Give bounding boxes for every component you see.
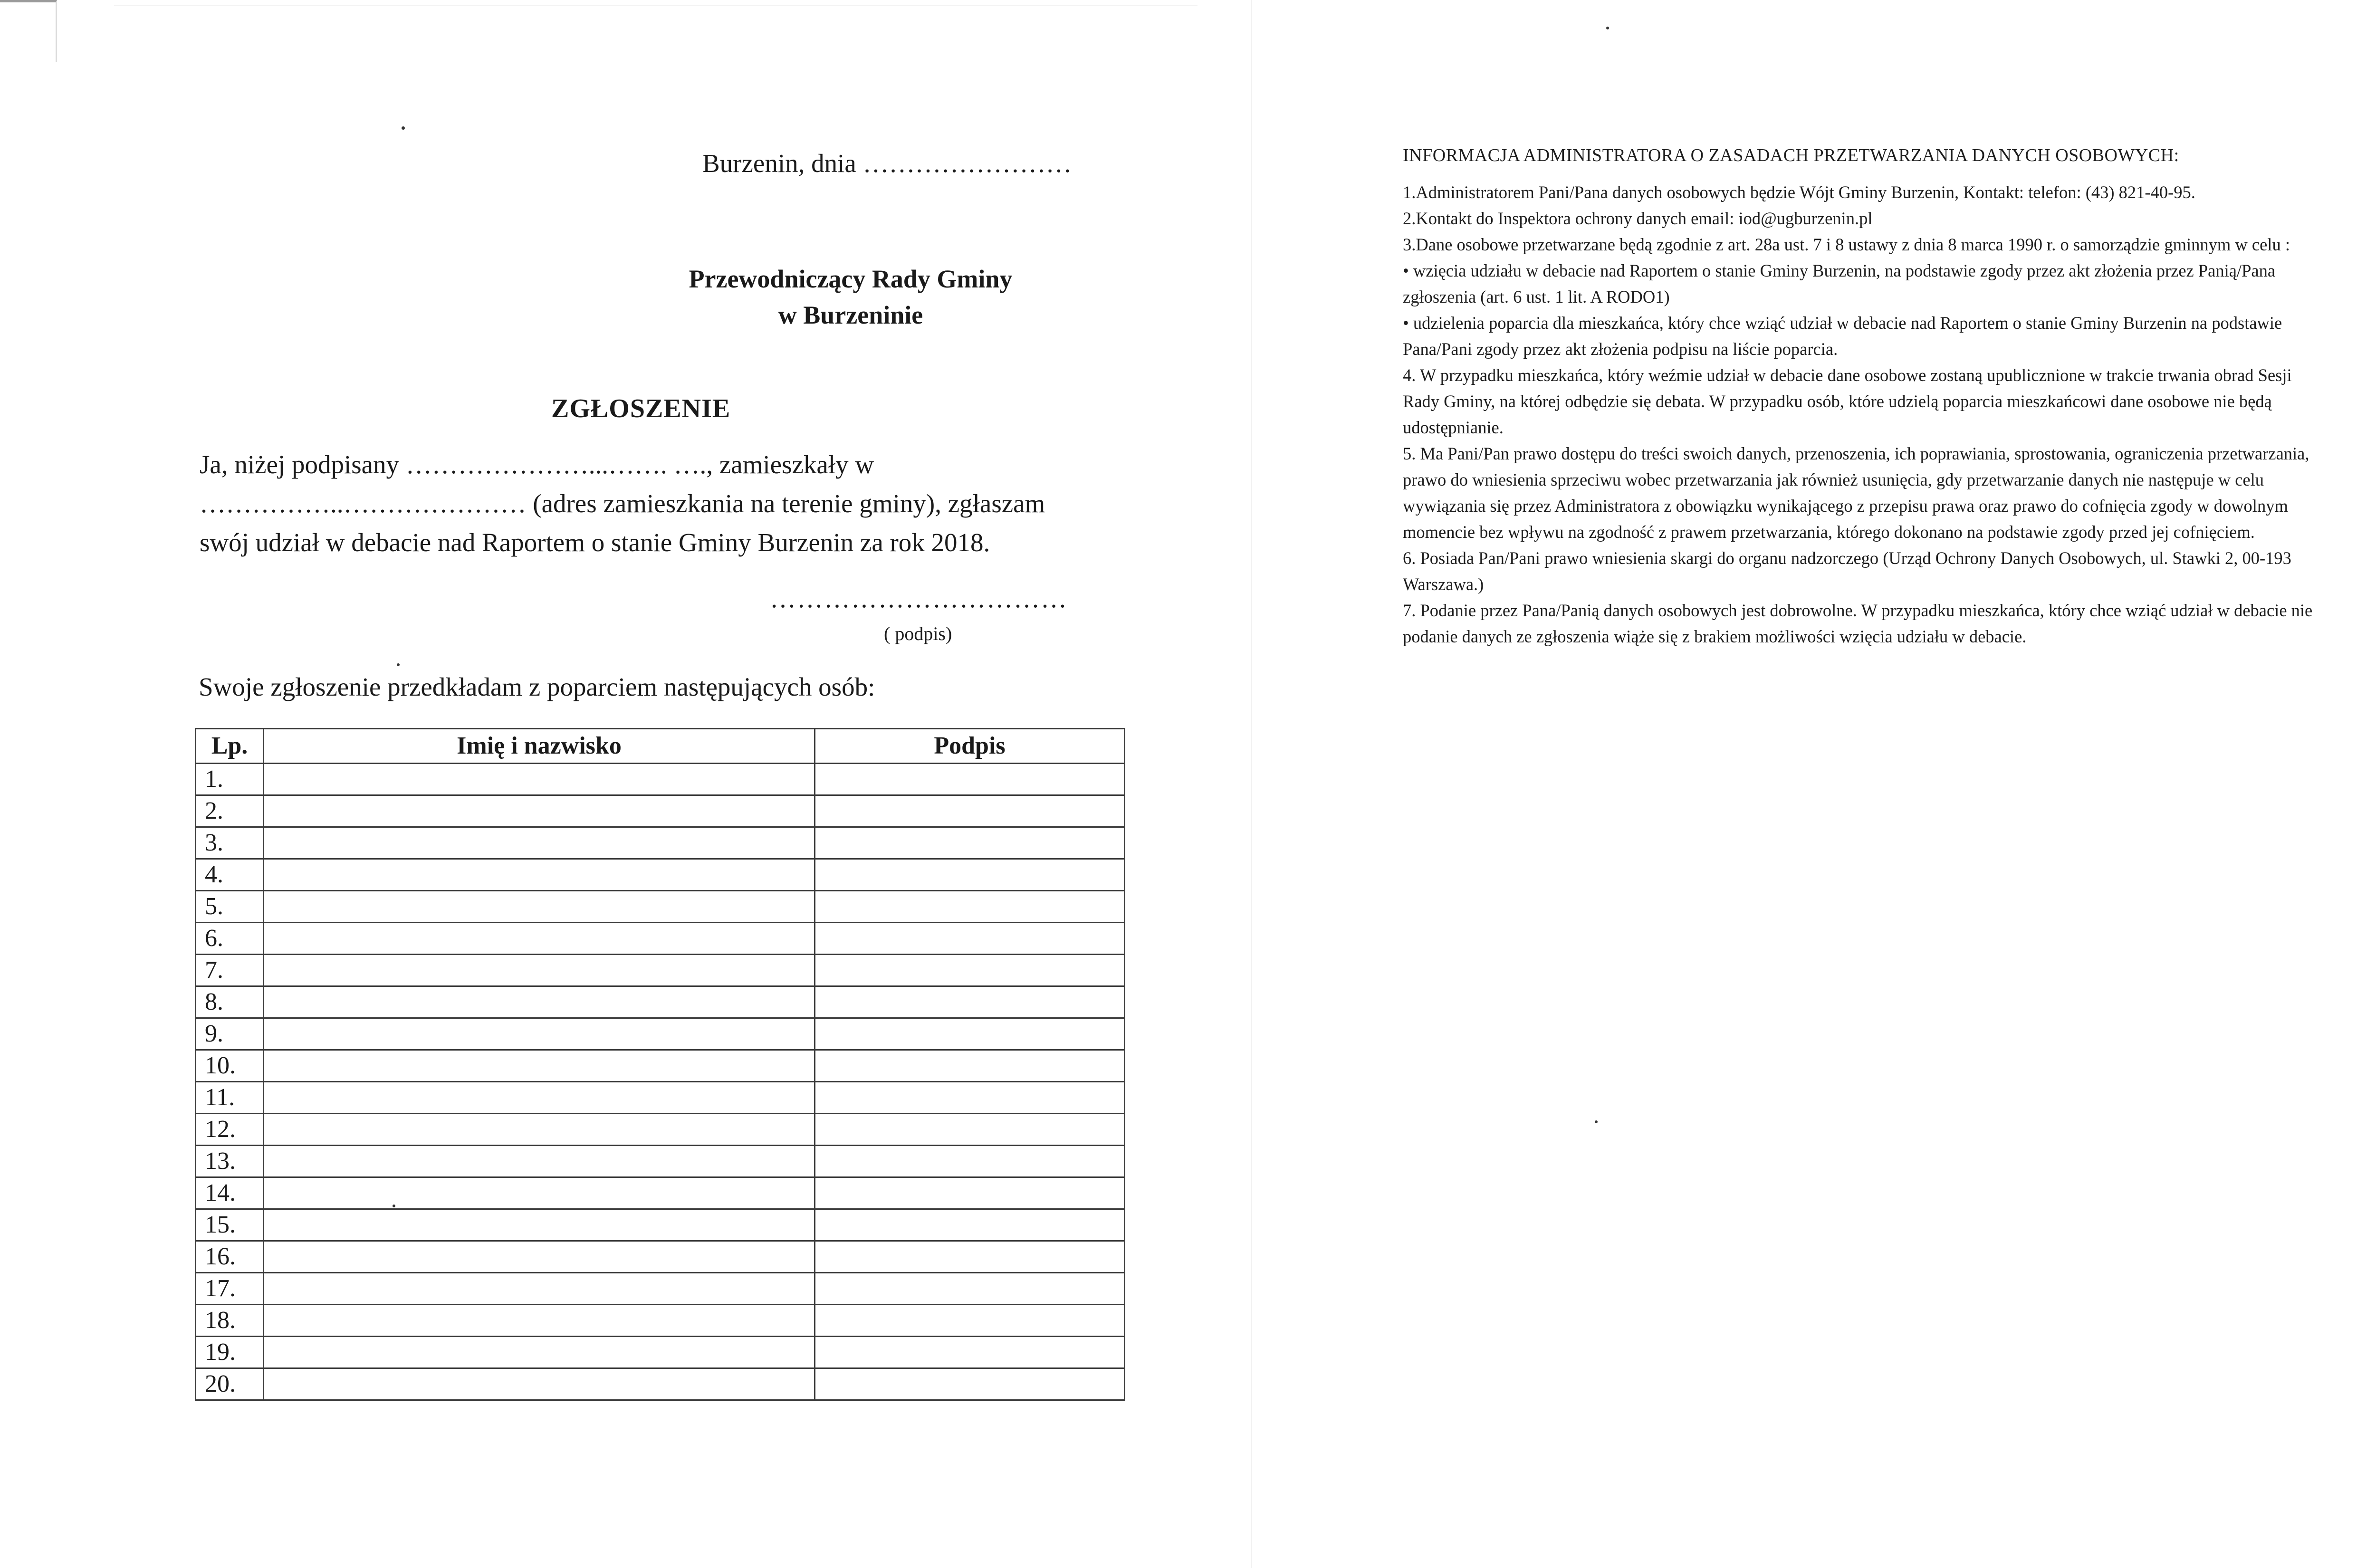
table-row xyxy=(196,764,1125,795)
signature-cell[interactable] xyxy=(815,1082,1125,1114)
header-name: Imię i nazwisko xyxy=(264,729,815,764)
table-row xyxy=(196,1209,1125,1241)
table-row xyxy=(196,891,1125,923)
name-cell[interactable] xyxy=(264,955,815,986)
row-number: 10. xyxy=(196,1050,264,1082)
table-row xyxy=(196,986,1125,1018)
name-cell[interactable] xyxy=(264,1146,815,1177)
gdpr-info-item: 3.Dane osobowe przetwarzane będą zgodnie z art. 28a ust. 7 i 8 ustawy z dnia 8 marca 1990 r. o samorządzie gminnym w celu : xyxy=(1403,235,2290,254)
gdpr-info-item: 5. Ma Pani/Pan prawo dostępu do treści swoich danych, przenoszenia, ich poprawiania, sprostowania, ograniczenia przetwarzania, prawo do wniesienia sprzeciwu wobec przetwarzania jak również usunięcia, gdy przetwarzanie danych nie następuje w celu wywiązania się przez Administratora z obowiązku wynikającego z przepisu prawa oraz prawo do cofnięcia zgody w dowolnym momencie bez wpływu na zgodność z prawem przetwarzania, którego dokonano na podstawie zgody przed jej cofnięciem. xyxy=(1403,444,2309,542)
row-number: 3. xyxy=(196,827,264,859)
table-row xyxy=(196,923,1125,955)
place-date-line: Burzenin, dnia …………………… xyxy=(702,149,1072,178)
gdpr-info-item: 4. W przypadku mieszkańca, który weźmie udział w debacie dane osobowe zostaną upublicznione w trakcie trwania obrad Sesji Rady Gminy, na której odbędzie się debata. W przypadku osób, które udzielą poparcia mieszkańcowi dane osobowe nie będą udostępnianie. xyxy=(1403,365,2292,437)
signature-cell[interactable] xyxy=(815,923,1125,955)
table-row xyxy=(196,1305,1125,1337)
signature-cell[interactable] xyxy=(815,1305,1125,1337)
name-cell[interactable] xyxy=(264,1209,815,1241)
scan-edge-mark xyxy=(0,0,57,62)
name-cell[interactable] xyxy=(264,1018,815,1050)
gdpr-info-title: INFORMACJA ADMINISTRATORA O ZASADACH PRZETWARZANIA DANYCH OSOBOWYCH: xyxy=(1403,145,2179,165)
row-number: 16. xyxy=(196,1241,264,1273)
declaration-line-2: ……………..………………… (adres zamieszkania na terenie gminy), zgłaszam xyxy=(200,489,1045,518)
support-table-header xyxy=(196,729,1125,764)
row-number: 20. xyxy=(196,1368,264,1400)
row-number: 4. xyxy=(196,859,264,891)
header-lp: Lp. xyxy=(196,729,264,764)
row-number: 6. xyxy=(196,923,264,955)
signature-cell[interactable] xyxy=(815,795,1125,827)
gdpr-info-item: 1.Administratorem Pani/Pana danych osobowych będzie Wójt Gminy Burzenin, Kontakt: telefon: (43) 821-40-95. xyxy=(1403,182,2195,202)
name-cell[interactable] xyxy=(264,1337,815,1368)
signature-cell[interactable] xyxy=(815,1114,1125,1146)
table-row xyxy=(196,1273,1125,1305)
table-row xyxy=(196,1050,1125,1082)
signature-cell[interactable] xyxy=(815,1337,1125,1368)
name-cell[interactable] xyxy=(264,1177,815,1209)
signature-cell[interactable] xyxy=(815,1209,1125,1241)
row-number: 13. xyxy=(196,1146,264,1177)
row-number: 19. xyxy=(196,1337,264,1368)
support-intro: Swoje zgłoszenie przedkładam z poparciem następujących osób: xyxy=(199,672,875,701)
signature-label: ( podpis) xyxy=(884,623,952,644)
gdpr-info-item: 6. Posiada Pan/Pani prawo wniesienia skargi do organu nadzorczego (Urząd Ochrony Danych Osobowych, ul. Stawki 2, 00-193 Warszawa.) xyxy=(1403,548,2291,594)
signature-cell[interactable] xyxy=(815,1177,1125,1209)
row-number: 12. xyxy=(196,1114,264,1146)
scan-speck xyxy=(1595,1120,1598,1123)
declaration-line-3: swój udział w debacie nad Raportem o stanie Gminy Burzenin za rok 2018. xyxy=(200,528,990,557)
scan-speck xyxy=(1606,27,1609,29)
row-number: 9. xyxy=(196,1018,264,1050)
name-cell[interactable] xyxy=(264,1305,815,1337)
table-row xyxy=(196,827,1125,859)
name-cell[interactable] xyxy=(264,986,815,1018)
name-cell[interactable] xyxy=(264,1273,815,1305)
name-cell[interactable] xyxy=(264,827,815,859)
signature-field: …………………………… xyxy=(770,584,1068,613)
gdpr-info-item: 2.Kontakt do Inspektora ochrony danych email: iod@ugburzenin.pl xyxy=(1403,209,1873,228)
signature-cell[interactable] xyxy=(815,1273,1125,1305)
gdpr-info-item: • wzięcia udziału w debacie nad Raportem o stanie Gminy Burzenin, na podstawie zgody przez akt złożenia przez Panią/Pana zgłoszenia (art. 6 ust. 1 lit. A RODO1) xyxy=(1403,261,2276,306)
scan-edge-line xyxy=(114,5,1198,6)
recipient-location: w Burzeninie xyxy=(778,301,923,329)
row-number: 17. xyxy=(196,1273,264,1305)
table-row xyxy=(196,955,1125,986)
table-row xyxy=(196,1018,1125,1050)
name-cell[interactable] xyxy=(264,1114,815,1146)
support-table xyxy=(195,728,1125,1401)
table-row xyxy=(196,795,1125,827)
gdpr-info-item: 7. Podanie przez Pana/Panią danych osobowych jest dobrowolne. W przypadku mieszkańca, który chce wziąć udział w debacie nie podanie danych ze zgłoszenia wiąże się z brakiem możliwości wzięcia udziału w debacie. xyxy=(1403,601,2313,646)
gdpr-info-list xyxy=(1403,179,2315,650)
name-cell[interactable] xyxy=(264,1082,815,1114)
name-cell[interactable] xyxy=(264,795,815,827)
signature-cell[interactable] xyxy=(815,859,1125,891)
table-row xyxy=(196,1337,1125,1368)
row-number: 11. xyxy=(196,1082,264,1114)
recipient-title: Przewodniczący Rady Gminy xyxy=(689,265,1013,293)
signature-cell[interactable] xyxy=(815,1368,1125,1400)
name-cell[interactable] xyxy=(264,1241,815,1273)
row-number: 2. xyxy=(196,795,264,827)
page-divider xyxy=(1251,0,1252,1568)
declaration-line-1: Ja, niżej podpisany …………………...……. …., zamieszkały w xyxy=(200,450,874,479)
signature-cell[interactable] xyxy=(815,1050,1125,1082)
name-cell[interactable] xyxy=(264,764,815,795)
table-row xyxy=(196,1368,1125,1400)
gdpr-info-item: • udzielenia poparcia dla mieszkańca, który chce wziąć udział w debacie nad Raportem o stanie Gminy Burzenin na podstawie Pana/Pani zgody przez akt złożenia podpisu na liście poparcia. xyxy=(1403,313,2282,359)
table-row xyxy=(196,859,1125,891)
name-cell[interactable] xyxy=(264,891,815,923)
signature-cell[interactable] xyxy=(815,1241,1125,1273)
signature-cell[interactable] xyxy=(815,891,1125,923)
row-number: 7. xyxy=(196,955,264,986)
row-number: 8. xyxy=(196,986,264,1018)
signature-cell[interactable] xyxy=(815,955,1125,986)
scan-speck xyxy=(402,126,405,130)
gdpr-info xyxy=(1403,143,2315,650)
name-cell[interactable] xyxy=(264,1368,815,1400)
signature-cell[interactable] xyxy=(815,986,1125,1018)
row-number: 18. xyxy=(196,1305,264,1337)
row-number: 15. xyxy=(196,1209,264,1241)
row-number: 1. xyxy=(196,764,264,795)
signature-cell[interactable] xyxy=(815,764,1125,795)
table-row xyxy=(196,1146,1125,1177)
table-row xyxy=(196,1114,1125,1146)
info-page xyxy=(1255,0,2376,1568)
header-signature: Podpis xyxy=(815,729,1125,764)
row-number: 14. xyxy=(196,1177,264,1209)
table-row xyxy=(196,1241,1125,1273)
table-row xyxy=(196,1082,1125,1114)
signature-cell[interactable] xyxy=(815,1146,1125,1177)
table-row xyxy=(196,1177,1125,1209)
signature-cell[interactable] xyxy=(815,1018,1125,1050)
row-number: 5. xyxy=(196,891,264,923)
signature-cell[interactable] xyxy=(815,827,1125,859)
name-cell[interactable] xyxy=(264,859,815,891)
form-title: ZGŁOSZENIE xyxy=(551,394,731,423)
name-cell[interactable] xyxy=(264,1050,815,1082)
scan-speck xyxy=(397,663,400,666)
name-cell[interactable] xyxy=(264,923,815,955)
